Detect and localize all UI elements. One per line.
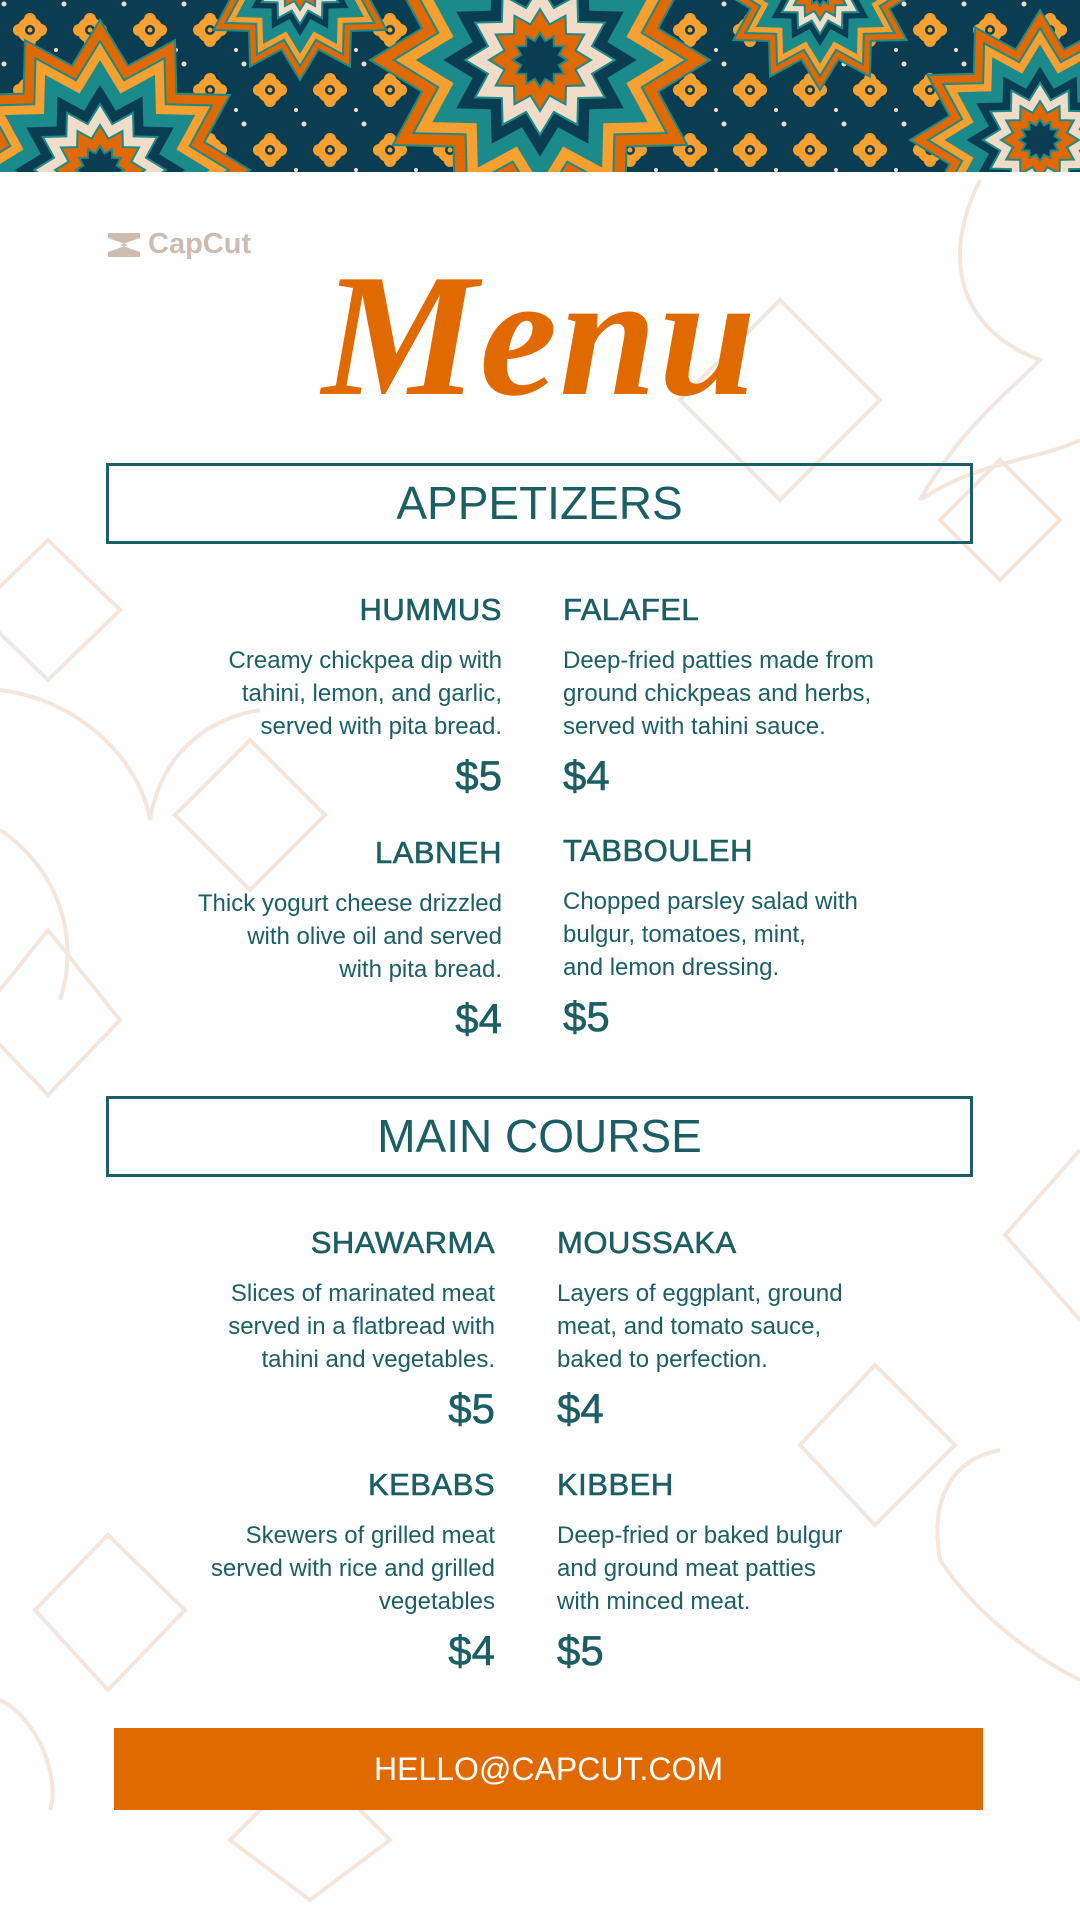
item-price: $4 xyxy=(563,752,610,799)
description-line: vegetables xyxy=(378,1588,495,1615)
section-header-main-course: MAIN COURSE xyxy=(106,1096,973,1177)
menu-item-shawarma xyxy=(75,1225,495,1433)
item-price: $5 xyxy=(563,993,610,1040)
item-description xyxy=(557,1277,977,1376)
item-name: LABNEH xyxy=(374,835,502,870)
item-description xyxy=(82,644,502,743)
medallion-ornament xyxy=(370,0,710,172)
item-name: SHAWARMA xyxy=(310,1225,495,1260)
section-header-appetizers: APPETIZERS xyxy=(106,463,973,544)
description-line: baked to perfection. xyxy=(557,1346,768,1373)
description-line: meat, and tomato sauce, xyxy=(557,1313,822,1340)
menu-item-moussaka xyxy=(557,1225,977,1433)
item-description xyxy=(75,1277,495,1376)
description-line: Chopped parsley salad with xyxy=(563,888,858,915)
item-price: $5 xyxy=(557,1627,604,1674)
description-line: served in a flatbread with xyxy=(228,1313,495,1340)
item-description xyxy=(563,885,983,984)
item-name: KIBBEH xyxy=(557,1467,674,1502)
item-name: FALAFEL xyxy=(563,592,700,627)
description-line: bulgur, tomatoes, mint, xyxy=(563,921,806,948)
description-line: tahini and vegetables. xyxy=(261,1346,495,1373)
description-line: with pita bread. xyxy=(339,956,502,983)
description-line: Deep-fried patties made from xyxy=(563,647,874,674)
menu-item-kebabs xyxy=(75,1467,495,1675)
description-line: Deep-fried or baked bulgur xyxy=(557,1522,843,1549)
description-line: tahini, lemon, and garlic, xyxy=(241,680,502,707)
description-line: and ground meat patties xyxy=(557,1555,816,1582)
item-description xyxy=(82,887,502,986)
item-price: $4 xyxy=(455,995,502,1042)
menu-item-hummus xyxy=(82,592,502,800)
description-line: served with pita bread. xyxy=(260,713,502,740)
menu-item-falafel xyxy=(563,592,983,800)
logo-text: CapCut xyxy=(148,228,252,260)
item-description xyxy=(557,1519,977,1618)
description-line: Creamy chickpea dip with xyxy=(228,647,502,674)
contact-email-banner[interactable]: HELLO@CAPCUT.COM xyxy=(114,1728,983,1810)
item-description xyxy=(563,644,983,743)
description-line: Skewers of grilled meat xyxy=(245,1522,495,1549)
item-price: $5 xyxy=(448,1385,495,1432)
ornamental-banner xyxy=(0,0,1080,172)
description-line: with olive oil and served xyxy=(247,923,502,950)
item-description xyxy=(75,1519,495,1618)
description-line: Thick yogurt cheese drizzled xyxy=(197,890,502,917)
description-line: Layers of eggplant, ground xyxy=(557,1280,843,1307)
item-name: MOUSSAKA xyxy=(557,1225,737,1260)
menu-item-labneh xyxy=(82,835,502,1043)
item-name: KEBABS xyxy=(367,1467,495,1502)
description-line: Slices of marinated meat xyxy=(230,1280,495,1307)
item-price: $4 xyxy=(557,1385,604,1432)
menu-item-kibbeh xyxy=(557,1467,977,1675)
description-line: ground chickpeas and herbs, xyxy=(563,680,872,707)
description-line: and lemon dressing. xyxy=(563,954,780,981)
description-line: served with tahini sauce. xyxy=(563,713,826,740)
item-name: HUMMUS xyxy=(359,592,502,627)
item-price: $4 xyxy=(448,1627,495,1674)
menu-item-tabbouleh xyxy=(563,833,983,1041)
page-title: Menu xyxy=(322,238,758,432)
description-line: with minced meat. xyxy=(557,1588,751,1615)
item-price: $5 xyxy=(455,752,502,799)
item-name: TABBOULEH xyxy=(563,833,753,868)
description-line: served with rice and grilled xyxy=(210,1555,495,1582)
